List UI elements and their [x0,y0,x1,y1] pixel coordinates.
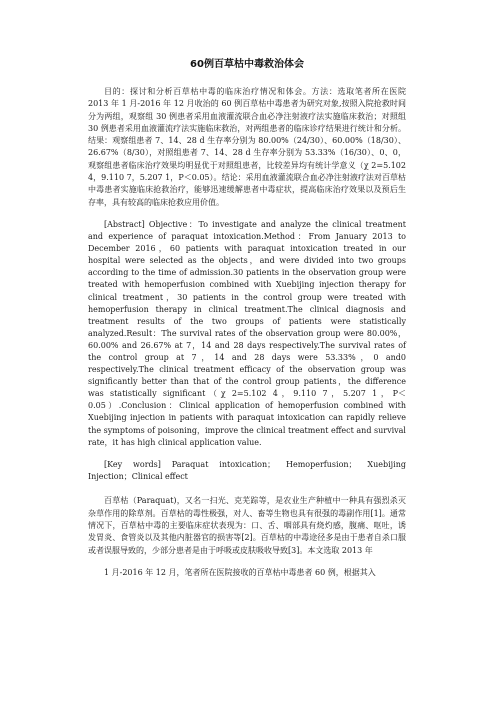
abstract-chinese: 目的：探讨和分析百草枯中毒的临床治疗情况和体会。方法：选取笔者所在医院 2013 年 1 月-2016 年 12 月收治的 60 例百草枯中毒患者为研究对象,按照入院抢救时间分为两组，观察组 30 例患者采用血液灌流联合血必净注射液疗法实施临床救治；对照组 30 例患者采用血液灌流疗法实施临床救治，对两组患者的临床诊疗结果进行统计和分析。结果：观察组患者 7、14、28 d 生存率分别为 80.00%（24/30）、60.00%（18/30）、26.67%（8/30），对照组患者 7、14、28 d 生存率分别为 53.33%（16/30）、0、0，观察组患者临床治疗效果均明显优于对照组患者，比较差异均有统计学意义（χ 2=5.102 4，9.110 7，5.207 1，P＜0.05）。结论：采用血液灌流联合血必净注射液疗法对百草枯中毒患者实施临床抢救治疗，能够迅速缓解患者中毒症状，提高临床治疗效果以及预后生存率，具有较高的临床抢救应用价值。 [88,87,406,207]
introduction-paragraph: 百草枯（Paraquat)，又名一扫光、克芜踪等，是农业生产种植中一种具有强烈杀灭杂草作用的除草剂。百草枯的毒性极强，对人、畜等生物也具有很强的毒副作用[1]。通常情况下，百草枯中毒的主要临床症状表现为：口、舌、咽部具有烧灼感，腹痛、呕吐，诱发胃炎、食管炎以及其他内脏器官的损害等[2]。百草枯的中毒途径多是由于患者自杀口服或者误服导致的，少部分患者是由于呼吸或皮肤吸收导致[3]。本文选取 2013 年 [88,496,406,555]
paper-title: 60例百草枯中毒救治体会 [190,59,304,70]
abstract-english: [Abstract] Objective：To investigate and analyze the clinical treatment and experience of paraquat intoxication.Method：From January 2013 to December 2016，60 patients with paraquat intoxication treated in our hospital were selected as the objects，and were divided into two groups according to the time of admission.30 patients in the observation group were treated with hemoperfusion combined with Xuebijing injection therapy for clinical treatment，30 patients in the control group were treated with hemoperfusion therapy in clinical treatment.The clinical diagnosis and treatment results of the two groups of patients were statistically analyzed.Result：The survival rates of the observation group were 80.00%，60.00% and 26.67% at 7，14 and 28 days respectively.The survival rates of the control group at 7，14 and 28 days were 53.33%，0 and0 respectively.The clinical treatment efficacy of the observation group was significantly better than that of the control group patients，the difference was statistically significant（χ 2=5.102 4，9.110 7，5.207 1，P＜0.05）.Conclusion：Clinical application of hemoperfusion combined with Xuebijing injection in patients with paraquat intoxication can rapidly relieve the symptoms of poisoning，improve the clinical treatment effect and survival rate，it has high clinical application value. [88,219,406,447]
paper-page [88,58,406,589]
methods-paragraph: 1 月-2016 年 12 月，笔者所在医院接收的百草枯中毒患者 60 例，根据其入 [104,567,376,577]
keywords: [Key words] Paraquat intoxication； Hemoperfusion； Xuebijing Injection；Clinical effect [88,459,406,482]
